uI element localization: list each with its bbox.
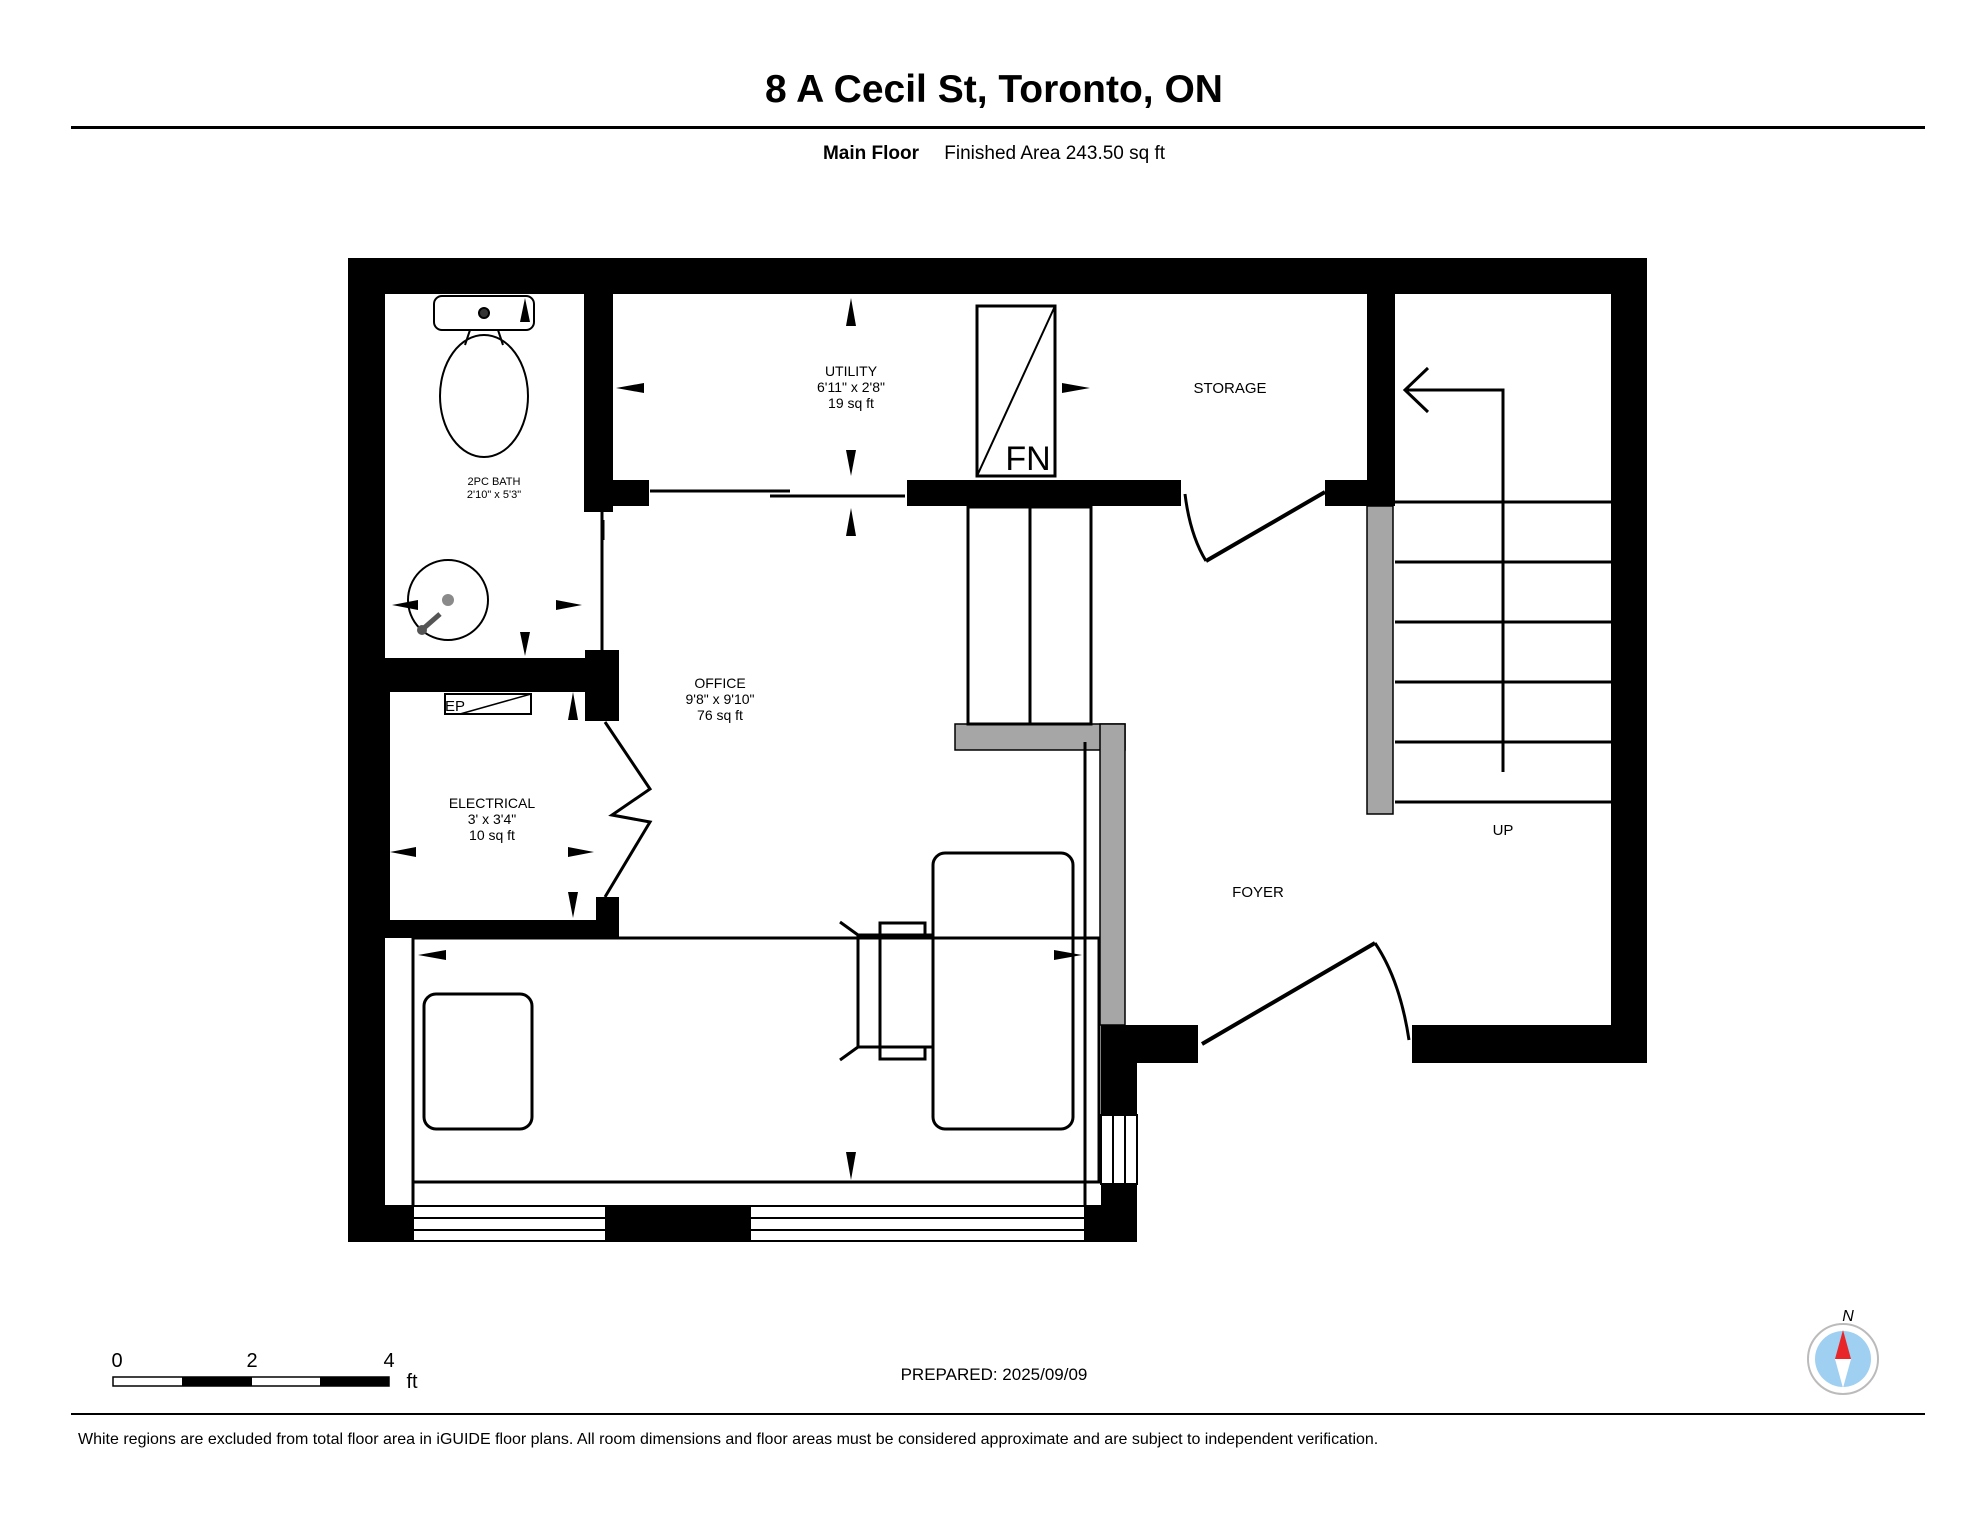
room-dims-electrical: 3' x 3'4"	[467, 811, 517, 827]
room-area-electrical: 10 sq ft	[469, 827, 515, 843]
partial-walls	[955, 506, 1393, 1025]
room-name-storage: STORAGE	[1193, 380, 1267, 397]
room-dims-bath: 2'10" x 5'3"	[466, 489, 522, 501]
scale-tick-0: 0	[111, 1350, 123, 1372]
electrical-panel	[445, 694, 531, 715]
scale-unit: ft	[406, 1371, 418, 1393]
page-title: 8 A Cecil St, Toronto, ON	[765, 68, 1223, 111]
room-name-bath: 2PC BATH	[467, 476, 521, 488]
sink	[408, 560, 488, 640]
furnace-label: FN	[1005, 440, 1051, 478]
room-dims-office: 9'8" x 9'10"	[685, 691, 755, 707]
room-name-utility: UTILITY	[824, 363, 878, 379]
prepared-date: PREPARED: 2025/09/09	[900, 1365, 1088, 1384]
scale-tick-4: 4	[383, 1350, 395, 1372]
disclaimer: White regions are excluded from total floor area in iGUIDE floor plans. All room dimensions and floor areas must be considered approximate and are subject to independent verification.	[78, 1431, 1379, 1448]
finished-area: Finished Area 243.50 sq ft	[944, 143, 1166, 164]
electrical-panel-label: EP	[444, 698, 466, 715]
room-name-office: OFFICE	[694, 675, 746, 691]
stairs	[1395, 368, 1611, 802]
toilet	[434, 296, 534, 457]
room-dims-utility: 6'11" x 2'8"	[817, 379, 885, 395]
stairs-label: UP	[1492, 822, 1514, 839]
shelving	[968, 507, 1091, 724]
floor-name: Main Floor	[822, 143, 919, 164]
compass-north-label: N	[1842, 1308, 1854, 1325]
windows	[413, 1115, 1137, 1241]
scale-tick-2: 2	[246, 1350, 258, 1372]
room-name-electrical: ELECTRICAL	[448, 795, 536, 811]
furnace	[977, 306, 1055, 478]
room-area-utility: 19 sq ft	[828, 395, 874, 411]
room-area-office: 76 sq ft	[697, 707, 743, 723]
doors	[602, 491, 1409, 1044]
footer-divider	[71, 1413, 1925, 1415]
room-name-foyer: FOYER	[1232, 884, 1284, 901]
